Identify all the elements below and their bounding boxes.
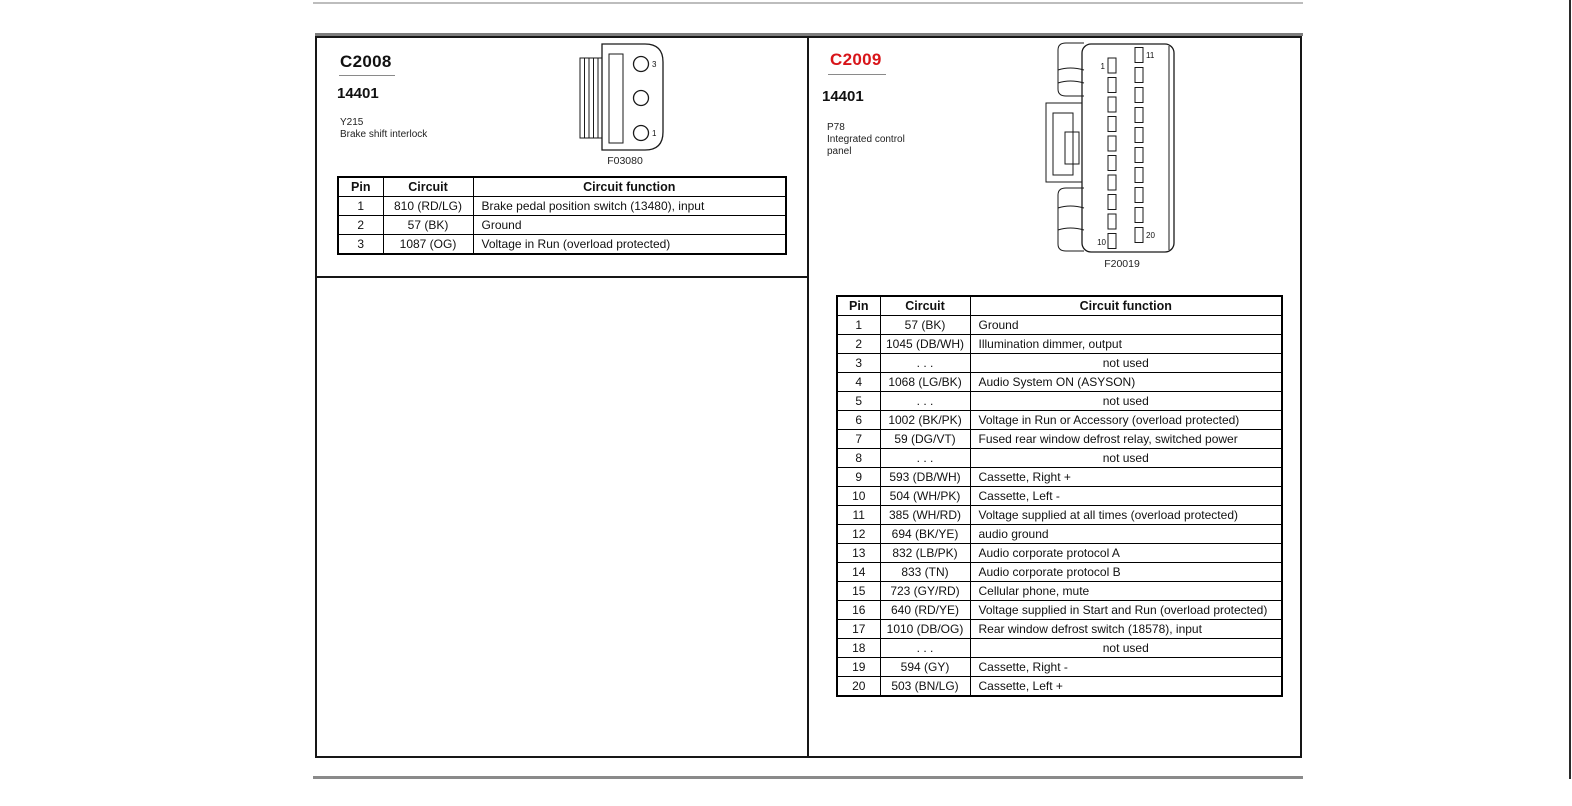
circuit-cell: 1045 (DB/WH) [880, 335, 970, 354]
pin-cell: 7 [837, 430, 880, 449]
c2008-pin3-cavity [634, 57, 649, 72]
circuit-cell: 503 (BN/LG) [880, 677, 970, 697]
column-header: Circuit [880, 296, 970, 316]
c2009-figure-label: F20019 [1104, 258, 1140, 270]
function-cell: not used [970, 639, 1282, 658]
pin-cell: 12 [837, 525, 880, 544]
pin-cell: 18 [837, 639, 880, 658]
function-cell: Illumination dimmer, output [970, 335, 1282, 354]
circuit-cell: 833 (TN) [880, 563, 970, 582]
right-window-edge-line [1569, 0, 1571, 779]
c2009-latch-inner [1053, 113, 1073, 175]
circuit-cell: 1068 (LG/BK) [880, 373, 970, 392]
pin-cell: 11 [837, 506, 880, 525]
c2008-part-number: 14401 [337, 85, 379, 102]
circuit-cell: 1010 (DB/OG) [880, 620, 970, 639]
circuit-cell: . . . [880, 392, 970, 411]
circuit-cell: 57 (BK) [383, 216, 473, 235]
function-cell: Ground [970, 316, 1282, 335]
c2008-connector-diagram [573, 38, 675, 168]
table-row [837, 601, 1282, 620]
column-header: Circuit [383, 177, 473, 197]
pin-cell: 15 [837, 582, 880, 601]
c2009-component-name-line2: panel [827, 146, 852, 157]
c2009-pin-label-left-bottom: 10 [1097, 238, 1106, 247]
function-cell: Ground [473, 216, 786, 235]
pin-cell: 2 [338, 216, 383, 235]
c2009-pin-table [836, 295, 1283, 697]
table-row [837, 620, 1282, 639]
circuit-cell: 640 (RD/YE) [880, 601, 970, 620]
c2008-pin-table [337, 176, 787, 255]
c2008-pin-label-top: 3 [652, 60, 657, 69]
circuit-cell: 1002 (BK/PK) [880, 411, 970, 430]
circuit-cell: . . . [880, 354, 970, 373]
table-row [837, 639, 1282, 658]
function-cell: audio ground [970, 525, 1282, 544]
c2009-latch-tab [1065, 132, 1079, 164]
top-page-rule [313, 2, 1303, 4]
table-row [837, 392, 1282, 411]
pin-cell: 20 [837, 677, 880, 697]
c2009-latch-outer [1046, 103, 1082, 182]
panel-divider-vertical [807, 36, 809, 758]
function-cell: Voltage supplied at all times (overload protected) [970, 506, 1282, 525]
circuit-cell: 694 (BK/YE) [880, 525, 970, 544]
table-row [837, 563, 1282, 582]
circuit-cell: 385 (WH/RD) [880, 506, 970, 525]
circuit-cell: 59 (DG/VT) [880, 430, 970, 449]
circuit-cell: 504 (WH/PK) [880, 487, 970, 506]
function-cell: Audio corporate protocol B [970, 563, 1282, 582]
function-cell: Brake pedal position switch (13480), input [473, 197, 786, 216]
table-row [837, 525, 1282, 544]
c2008-hatch-block [580, 58, 602, 138]
table-row [837, 487, 1282, 506]
function-cell: not used [970, 354, 1282, 373]
function-cell: Fused rear window defrost relay, switched power [970, 430, 1282, 449]
column-header: Circuit function [970, 296, 1282, 316]
function-cell: Voltage in Run (overload protected) [473, 235, 786, 255]
c2009-connector-id: C2009 [830, 50, 882, 69]
function-cell: Cassette, Left - [970, 487, 1282, 506]
table-row [837, 316, 1282, 335]
c2009-bottom-boot [1058, 188, 1084, 251]
pin-cell: 3 [837, 354, 880, 373]
table-row [837, 506, 1282, 525]
c2009-component-name-line1: Integrated control [827, 134, 905, 145]
c2008-title-underline [339, 75, 395, 76]
pin-cell: 4 [837, 373, 880, 392]
c2008-slot [609, 54, 623, 143]
c2008-connector-id: C2008 [340, 52, 392, 71]
pin-cell: 5 [837, 392, 880, 411]
function-cell: Rear window defrost switch (18578), input [970, 620, 1282, 639]
pin-cell: 1 [338, 197, 383, 216]
pin-cell: 2 [837, 335, 880, 354]
c2009-pin-label-right-bottom: 20 [1146, 231, 1155, 240]
function-cell: not used [970, 392, 1282, 411]
circuit-cell: 1087 (OG) [383, 235, 473, 255]
circuit-cell: 57 (BK) [880, 316, 970, 335]
circuit-cell: 593 (DB/WH) [880, 468, 970, 487]
c2009-pin-label-left-top: 1 [1100, 62, 1105, 71]
pin-cell: 1 [837, 316, 880, 335]
pin-cell: 10 [837, 487, 880, 506]
pin-cell: 13 [837, 544, 880, 563]
table-row [837, 354, 1282, 373]
c2009-body-outline [1082, 44, 1174, 252]
function-cell: Cassette, Left + [970, 677, 1282, 697]
pin-cell: 9 [837, 468, 880, 487]
function-cell: Cassette, Right + [970, 468, 1282, 487]
column-header: Pin [338, 177, 383, 197]
c2009-pin-label-right-top: 11 [1146, 51, 1155, 60]
c2008-pin2-cavity [634, 91, 649, 106]
table-row [837, 373, 1282, 392]
c2008-pin-label-bottom: 1 [652, 129, 657, 138]
circuit-cell: 832 (LB/PK) [880, 544, 970, 563]
table-row [837, 411, 1282, 430]
table-row [338, 235, 786, 255]
function-cell: Audio corporate protocol A [970, 544, 1282, 563]
pin-cell: 19 [837, 658, 880, 677]
function-cell: Cassette, Right - [970, 658, 1282, 677]
column-header: Pin [837, 296, 880, 316]
table-row [837, 677, 1282, 697]
pin-cell: 17 [837, 620, 880, 639]
table-row [837, 449, 1282, 468]
pin-cell: 6 [837, 411, 880, 430]
c2008-pin1-cavity [634, 126, 649, 141]
circuit-cell: 594 (GY) [880, 658, 970, 677]
c2009-table-header-row [837, 296, 1282, 316]
pin-cell: 16 [837, 601, 880, 620]
column-header: Circuit function [473, 177, 786, 197]
table-row [837, 430, 1282, 449]
circuit-cell: . . . [880, 449, 970, 468]
pin-cell: 8 [837, 449, 880, 468]
table-row [837, 658, 1282, 677]
c2009-connector-diagram [1040, 40, 1182, 258]
c2008-figure-label: F03080 [607, 155, 643, 167]
function-cell: not used [970, 449, 1282, 468]
c2009-component-code: P78 [827, 122, 845, 133]
c2008-table-header-row [338, 177, 786, 197]
table-row [837, 544, 1282, 563]
pin-cell: 14 [837, 563, 880, 582]
function-cell: Audio System ON (ASYSON) [970, 373, 1282, 392]
table-row [837, 582, 1282, 601]
left-panel-divider-horizontal [317, 276, 807, 278]
table-row [338, 197, 786, 216]
table-row [338, 216, 786, 235]
bottom-page-rule [313, 776, 1303, 779]
function-cell: Voltage in Run or Accessory (overload protected) [970, 411, 1282, 430]
function-cell: Cellular phone, mute [970, 582, 1282, 601]
circuit-cell: . . . [880, 639, 970, 658]
table-row [837, 468, 1282, 487]
c2009-title-underline [828, 74, 886, 75]
circuit-cell: 723 (GY/RD) [880, 582, 970, 601]
table-row [837, 335, 1282, 354]
pin-cell: 3 [338, 235, 383, 255]
function-cell: Voltage supplied in Start and Run (overload protected) [970, 601, 1282, 620]
c2009-part-number: 14401 [822, 88, 864, 105]
c2008-component-name: Brake shift interlock [340, 129, 428, 140]
circuit-cell: 810 (RD/LG) [383, 197, 473, 216]
c2008-component-code: Y215 [340, 117, 364, 128]
